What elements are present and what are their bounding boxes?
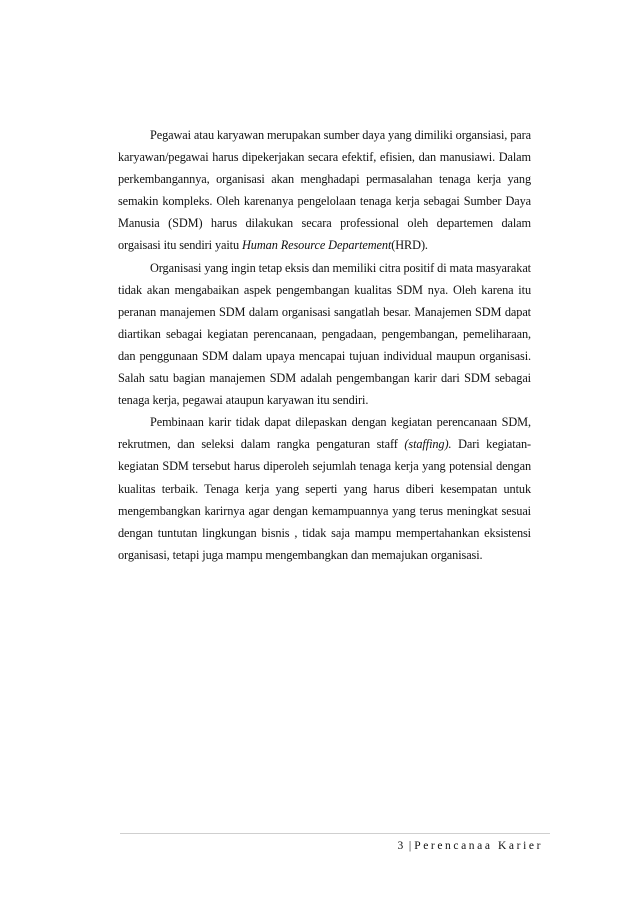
- page-footer: [398, 840, 543, 852]
- paragraph-3-italic-term: (staffing).: [404, 437, 452, 452]
- footer-divider: [120, 833, 550, 834]
- paragraph-1-text-end: (HRD).: [391, 238, 428, 253]
- paragraph-3-text: Pembinaan karir tidak dapat dilepaskan dengan kegiatan perencanaan SDM, rekrutmen, dan seleksi dalam rangka pengaturan staff: [118, 415, 531, 452]
- body-text: [118, 124, 531, 566]
- footer-title: Perencanaa Karier: [414, 840, 543, 852]
- paragraph-1: [118, 124, 531, 257]
- paragraph-3-text-end: Dari kegiatan-kegiatan SDM tersebut harus diperoleh sejumlah tenaga kerja yang potensial dengan kualitas terbaik. Tenaga kerja yang seperti yang harus diberi kesempatan untuk mengembangkan karirnya agar dengan kemampuannya yang terus meningkat sesuai dengan tuntutan lingkungan bisnis , tidak saja mampu mempertahankan eksistensi organisasi, tetapi juga mampu mengembangkan dan memajukan organisasi.: [118, 437, 532, 562]
- paragraph-1-text: Pegawai atau karyawan merupakan sumber daya yang dimiliki organsiasi, para karyawan/pegawai harus dipekerjakan secara efektif, efisien, dan manusiawi. Dalam perkembangannya, organisasi akan menghadapi permasalahan tenaga kerja yang semakin kompleks. Oleh karenanya pengelolaan tenaga kerja sebagai Sumber Daya Manusia (SDM) harus dilakukan secara professional oleh departemen dalam orgaisasi itu sendiri yaitu: [118, 128, 531, 253]
- paragraph-3: [118, 411, 531, 566]
- footer-separator: |: [408, 840, 412, 852]
- paragraph-1-italic-term: Human Resource Departement: [242, 238, 392, 253]
- paragraph-2: Organisasi yang ingin tetap eksis dan memiliki citra positif di mata masyarakat tidak akan mengabaikan aspek pengembangan kualitas SDM nya. Oleh karena itu peranan manajemen SDM dalam organisasi sangatlah besar. Manajemen SDM dapat diartikan sebagai kegiatan perencanaan, pengadaan, pengembangan, pemeliharaan, dan penggunaan SDM dalam upaya mencapai tujuan individual maupun organisasi. Salah satu bagian manajemen SDM adalah pengembangan karir dari SDM sebagai tenaga kerja, pegawai ataupun karyawan itu sendiri.: [118, 260, 531, 408]
- page-number: 3: [397, 840, 406, 852]
